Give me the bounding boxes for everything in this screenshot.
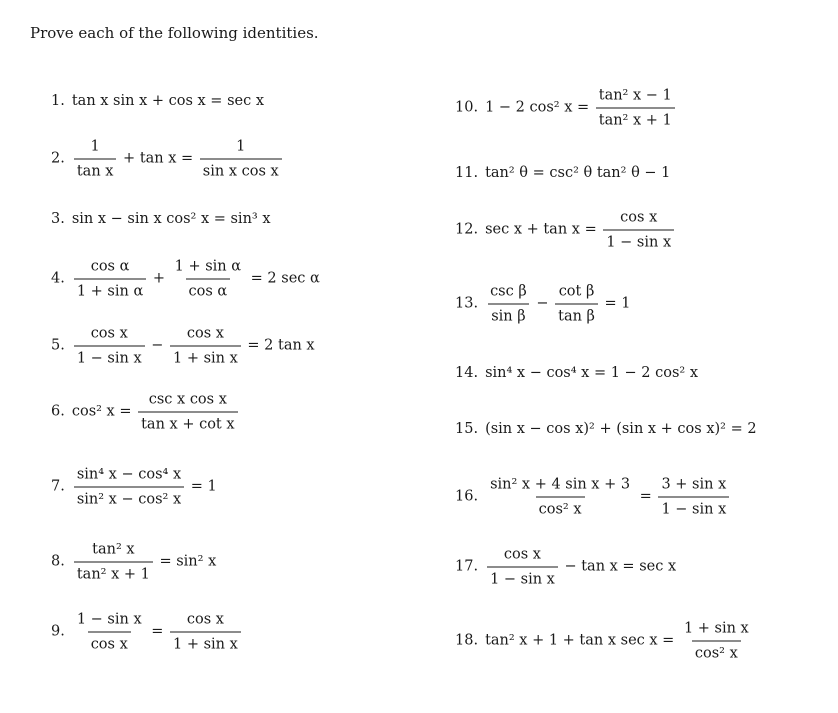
fraction [487,285,530,324]
fraction [74,140,117,179]
numerator: cos x [503,546,541,563]
numerator: 1 [90,138,100,155]
denominator: 1 − sin x [603,229,674,250]
problem-7 [51,468,217,507]
problem-15 [455,422,757,437]
denominator: sin² x − cos² x [74,486,184,507]
problem-number: 10. [455,99,479,116]
fraction [138,393,237,432]
problem-10 [455,89,677,128]
fraction [658,478,729,517]
problem-number: 6. [51,403,65,420]
expression-text: tan² θ = csc² θ tan² θ − 1 [485,164,671,181]
numerator: sin² x + 4 sin x + 3 [490,476,631,493]
expression-text: 1 − 2 cos² x = [485,99,594,116]
problem-number: 18. [455,632,479,649]
problem-number: 11. [455,164,479,181]
problem-9 [51,613,243,652]
problem-12 [455,211,676,250]
numerator: 1 − sin x [76,611,142,628]
numerator: csc β [490,283,527,300]
problem-8 [51,543,216,582]
expression-text: tan x sin x + cos x = sec x [71,92,264,109]
fraction [170,327,241,366]
numerator: tan² x [92,541,135,558]
problem-14 [455,366,698,381]
expression-text: = [635,488,657,505]
page-title: Prove each of the following identities. [30,24,319,42]
numerator: 3 + sin x [661,476,727,493]
numerator: cot β [558,283,595,300]
denominator: cos α [186,278,231,299]
problem-11 [455,166,670,181]
numerator: 1 + sin x [683,620,749,637]
fraction [487,548,558,587]
denominator: tan β [555,303,598,324]
denominator: sin x cos x [200,158,282,179]
problem-number: 13. [455,295,479,312]
expression-text: = 2 tan x [242,337,315,354]
denominator: tan x [74,158,117,179]
fraction [487,478,633,517]
problem-1 [51,94,264,109]
expression-text: − [531,295,554,312]
problem-3 [51,212,271,227]
denominator: 1 − sin x [74,345,145,366]
problem-number: 16. [455,488,479,505]
denominator: 1 + sin x [170,631,241,652]
expression-text: + [148,270,170,287]
expression-text: − [146,337,169,354]
expression-text: sin⁴ x − cos⁴ x = 1 − 2 cos² x [485,364,699,381]
fraction [74,327,145,366]
problem-16 [455,478,731,517]
problem-number: 7. [51,478,65,495]
numerator: cos x [186,325,224,342]
denominator: 1 − sin x [658,496,729,517]
expression-text: = 1 [186,478,217,495]
expression-text: = 1 [599,295,631,312]
expression-text: cos² x = [71,403,137,420]
denominator: cos² x [536,496,585,517]
problem-number: 12. [455,221,479,238]
fraction [603,211,674,250]
fraction [555,285,598,324]
denominator: tan² x + 1 [596,107,675,128]
problem-number: 14. [455,364,479,381]
problem-18 [455,622,754,661]
numerator: cos α [90,258,130,275]
denominator: 1 + sin x [170,345,241,366]
problem-13 [455,285,631,324]
expression-text: − tan x = sec x [559,558,677,575]
problem-number: 3. [51,210,65,227]
fraction [74,260,146,299]
denominator: 1 + sin α [74,278,146,299]
denominator: sin β [488,303,528,324]
problem-number: 15. [455,420,479,437]
problem-5 [51,327,315,366]
numerator: 1 [236,138,246,155]
expression-text: (sin x − cos x)² + (sin x + cos x)² = 2 [485,420,757,437]
expression-text: + tan x = [118,150,198,167]
numerator: cos x [620,209,658,226]
fraction [74,613,145,652]
denominator: tan² x + 1 [74,561,153,582]
numerator: cos x [90,325,128,342]
denominator: cos x [88,631,131,652]
expression-text: = [146,623,169,640]
problem-6 [51,393,240,432]
problem-number: 5. [51,337,65,354]
fraction [74,468,184,507]
numerator: cos x [186,611,224,628]
problem-number: 8. [51,553,65,570]
expression-text: sin x − sin x cos² x = sin³ x [71,210,271,227]
problem-number: 4. [51,270,65,287]
fraction [596,89,675,128]
denominator: 1 − sin x [487,566,558,587]
problem-number: 17. [455,558,479,575]
denominator: tan x + cot x [138,411,237,432]
problem-4 [51,260,320,299]
expression-text: = 2 sec α [246,270,320,287]
problem-17 [455,548,676,587]
problem-number: 2. [51,150,65,167]
fraction [172,260,244,299]
problem-2 [51,140,284,179]
problem-number: 9. [51,623,65,640]
problem-number: 1. [51,92,65,109]
expression-text: tan² x + 1 + tan x sec x = [485,632,679,649]
expression-text: sec x + tan x = [485,221,602,238]
fraction [74,543,153,582]
fraction [200,140,282,179]
fraction [170,613,241,652]
numerator: csc x cos x [148,391,227,408]
fraction [681,622,752,661]
numerator: 1 + sin α [174,258,242,275]
expression-text: = sin² x [154,553,217,570]
numerator: sin⁴ x − cos⁴ x [76,466,182,483]
denominator: cos² x [692,640,741,661]
numerator: tan² x − 1 [598,87,672,104]
